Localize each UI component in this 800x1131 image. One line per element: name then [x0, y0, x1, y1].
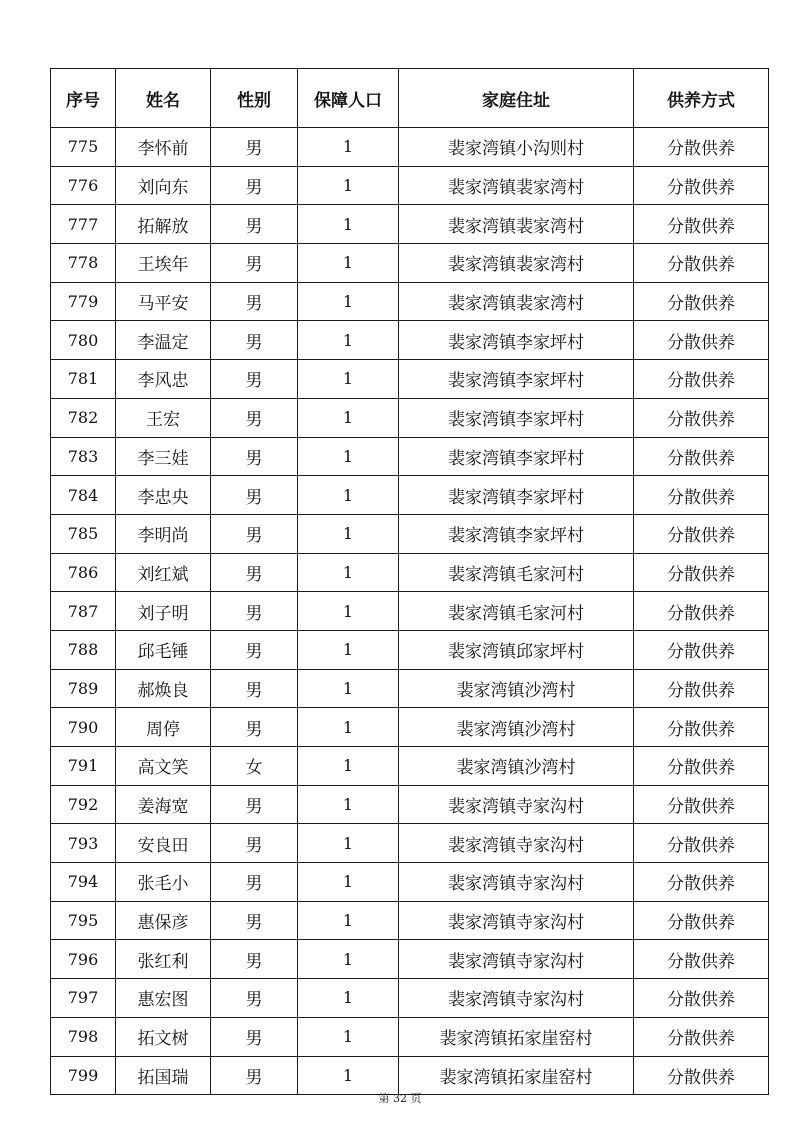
cell-gender: 男: [211, 166, 298, 205]
cell-seq: 792: [51, 785, 116, 824]
cell-gender: 男: [211, 979, 298, 1018]
cell-population: 1: [298, 863, 399, 902]
cell-address: 裴家湾镇沙湾村: [399, 669, 634, 708]
table-header: [51, 69, 769, 128]
table-row: [51, 747, 769, 786]
cell-gender: 男: [211, 398, 298, 437]
cell-population: 1: [298, 244, 399, 283]
header-address: 家庭住址: [399, 69, 634, 128]
cell-support: 分散供养: [634, 244, 769, 283]
table-row: [51, 901, 769, 940]
cell-seq: 791: [51, 747, 116, 786]
cell-address: 裴家湾镇拓家崖窑村: [399, 1056, 634, 1095]
cell-name: 刘向东: [116, 166, 211, 205]
cell-population: 1: [298, 592, 399, 631]
cell-seq: 783: [51, 437, 116, 476]
cell-name: 邱毛锤: [116, 630, 211, 669]
cell-population: 1: [298, 901, 399, 940]
cell-gender: 女: [211, 747, 298, 786]
cell-population: 1: [298, 630, 399, 669]
table-row: [51, 708, 769, 747]
cell-address: 裴家湾镇毛家河村: [399, 553, 634, 592]
table-row: [51, 514, 769, 553]
cell-address: 裴家湾镇寺家沟村: [399, 979, 634, 1018]
cell-address: 裴家湾镇小沟则村: [399, 128, 634, 167]
cell-address: 裴家湾镇寺家沟村: [399, 863, 634, 902]
cell-address: 裴家湾镇李家坪村: [399, 437, 634, 476]
cell-address: 裴家湾镇寺家沟村: [399, 901, 634, 940]
table-row: [51, 785, 769, 824]
cell-seq: 796: [51, 940, 116, 979]
table-row: [51, 979, 769, 1018]
cell-population: 1: [298, 747, 399, 786]
cell-gender: 男: [211, 437, 298, 476]
cell-gender: 男: [211, 321, 298, 360]
cell-seq: 781: [51, 360, 116, 399]
cell-support: 分散供养: [634, 476, 769, 515]
cell-support: 分散供养: [634, 553, 769, 592]
cell-population: 1: [298, 553, 399, 592]
cell-gender: 男: [211, 553, 298, 592]
cell-gender: 男: [211, 205, 298, 244]
cell-gender: 男: [211, 901, 298, 940]
cell-gender: 男: [211, 592, 298, 631]
cell-address: 裴家湾镇李家坪村: [399, 476, 634, 515]
page-number: 第 32 页: [378, 1092, 422, 1105]
cell-seq: 786: [51, 553, 116, 592]
table-body: [51, 128, 769, 1095]
cell-support: 分散供养: [634, 708, 769, 747]
cell-population: 1: [298, 398, 399, 437]
table-row: [51, 360, 769, 399]
table-row: [51, 476, 769, 515]
cell-seq: 778: [51, 244, 116, 283]
cell-gender: 男: [211, 824, 298, 863]
cell-gender: 男: [211, 785, 298, 824]
cell-name: 李忠央: [116, 476, 211, 515]
cell-address: 裴家湾镇邱家坪村: [399, 630, 634, 669]
cell-population: 1: [298, 1056, 399, 1095]
header-seq: 序号: [51, 69, 116, 128]
cell-gender: 男: [211, 128, 298, 167]
recipient-table: [50, 68, 769, 1095]
table-row: [51, 1056, 769, 1095]
table-row: [51, 553, 769, 592]
cell-address: 裴家湾镇裴家湾村: [399, 244, 634, 283]
cell-seq: 790: [51, 708, 116, 747]
cell-seq: 797: [51, 979, 116, 1018]
cell-population: 1: [298, 708, 399, 747]
cell-address: 裴家湾镇李家坪村: [399, 360, 634, 399]
cell-seq: 780: [51, 321, 116, 360]
table-row: [51, 398, 769, 437]
cell-name: 惠宏图: [116, 979, 211, 1018]
cell-support: 分散供养: [634, 360, 769, 399]
header-name: 姓名: [116, 69, 211, 128]
cell-name: 李怀前: [116, 128, 211, 167]
cell-gender: 男: [211, 514, 298, 553]
cell-gender: 男: [211, 708, 298, 747]
table-row: [51, 282, 769, 321]
cell-name: 周停: [116, 708, 211, 747]
cell-support: 分散供养: [634, 1017, 769, 1056]
cell-population: 1: [298, 437, 399, 476]
table-row: [51, 166, 769, 205]
cell-population: 1: [298, 282, 399, 321]
cell-name: 王宏: [116, 398, 211, 437]
cell-seq: 785: [51, 514, 116, 553]
cell-name: 刘红斌: [116, 553, 211, 592]
cell-population: 1: [298, 514, 399, 553]
cell-name: 李温定: [116, 321, 211, 360]
cell-support: 分散供养: [634, 940, 769, 979]
cell-support: 分散供养: [634, 747, 769, 786]
cell-name: 姜海宽: [116, 785, 211, 824]
cell-population: 1: [298, 205, 399, 244]
header-support: 供养方式: [634, 69, 769, 128]
cell-gender: 男: [211, 669, 298, 708]
table-row: [51, 244, 769, 283]
cell-address: 裴家湾镇裴家湾村: [399, 282, 634, 321]
cell-support: 分散供养: [634, 282, 769, 321]
cell-seq: 777: [51, 205, 116, 244]
cell-name: 拓文树: [116, 1017, 211, 1056]
cell-support: 分散供养: [634, 166, 769, 205]
cell-name: 拓国瑞: [116, 1056, 211, 1095]
cell-support: 分散供养: [634, 630, 769, 669]
cell-gender: 男: [211, 1017, 298, 1056]
cell-name: 李明尚: [116, 514, 211, 553]
cell-support: 分散供养: [634, 321, 769, 360]
cell-population: 1: [298, 166, 399, 205]
cell-name: 李风忠: [116, 360, 211, 399]
cell-address: 裴家湾镇寺家沟村: [399, 940, 634, 979]
cell-name: 刘子明: [116, 592, 211, 631]
table-row: [51, 630, 769, 669]
cell-seq: 788: [51, 630, 116, 669]
cell-seq: 794: [51, 863, 116, 902]
cell-population: 1: [298, 360, 399, 399]
cell-support: 分散供养: [634, 979, 769, 1018]
cell-name: 马平安: [116, 282, 211, 321]
cell-population: 1: [298, 979, 399, 1018]
cell-seq: 779: [51, 282, 116, 321]
cell-name: 李三娃: [116, 437, 211, 476]
table-row: [51, 321, 769, 360]
cell-address: 裴家湾镇裴家湾村: [399, 166, 634, 205]
cell-seq: 776: [51, 166, 116, 205]
cell-population: 1: [298, 321, 399, 360]
cell-population: 1: [298, 1017, 399, 1056]
cell-name: 张毛小: [116, 863, 211, 902]
cell-support: 分散供养: [634, 901, 769, 940]
cell-address: 裴家湾镇沙湾村: [399, 708, 634, 747]
cell-support: 分散供养: [634, 398, 769, 437]
table-row: [51, 128, 769, 167]
cell-address: 裴家湾镇裴家湾村: [399, 205, 634, 244]
cell-address: 裴家湾镇毛家河村: [399, 592, 634, 631]
cell-name: 惠保彦: [116, 901, 211, 940]
cell-population: 1: [298, 128, 399, 167]
table-row: [51, 863, 769, 902]
cell-population: 1: [298, 785, 399, 824]
cell-gender: 男: [211, 244, 298, 283]
cell-address: 裴家湾镇寺家沟村: [399, 824, 634, 863]
table-row: [51, 205, 769, 244]
cell-address: 裴家湾镇沙湾村: [399, 747, 634, 786]
cell-seq: 795: [51, 901, 116, 940]
cell-name: 王埃年: [116, 244, 211, 283]
cell-gender: 男: [211, 863, 298, 902]
header-row: [51, 69, 769, 128]
cell-seq: 799: [51, 1056, 116, 1095]
cell-support: 分散供养: [634, 592, 769, 631]
cell-support: 分散供养: [634, 437, 769, 476]
cell-seq: 793: [51, 824, 116, 863]
cell-address: 裴家湾镇李家坪村: [399, 321, 634, 360]
cell-name: 安良田: [116, 824, 211, 863]
cell-support: 分散供养: [634, 205, 769, 244]
cell-population: 1: [298, 476, 399, 515]
cell-population: 1: [298, 669, 399, 708]
cell-name: 拓解放: [116, 205, 211, 244]
cell-population: 1: [298, 824, 399, 863]
table-row: [51, 669, 769, 708]
header-population: 保障人口: [298, 69, 399, 128]
cell-address: 裴家湾镇李家坪村: [399, 398, 634, 437]
cell-seq: 784: [51, 476, 116, 515]
cell-support: 分散供养: [634, 1056, 769, 1095]
header-gender: 性别: [211, 69, 298, 128]
table-row: [51, 437, 769, 476]
cell-support: 分散供养: [634, 128, 769, 167]
table-row: [51, 1017, 769, 1056]
cell-seq: 782: [51, 398, 116, 437]
table-row: [51, 940, 769, 979]
cell-gender: 男: [211, 360, 298, 399]
cell-support: 分散供养: [634, 824, 769, 863]
cell-gender: 男: [211, 940, 298, 979]
cell-seq: 789: [51, 669, 116, 708]
cell-gender: 男: [211, 282, 298, 321]
table-row: [51, 592, 769, 631]
cell-name: 高文笑: [116, 747, 211, 786]
table-row: [51, 824, 769, 863]
cell-address: 裴家湾镇拓家崖窑村: [399, 1017, 634, 1056]
cell-population: 1: [298, 940, 399, 979]
cell-support: 分散供养: [634, 514, 769, 553]
cell-name: 郝焕良: [116, 669, 211, 708]
cell-address: 裴家湾镇寺家沟村: [399, 785, 634, 824]
cell-seq: 798: [51, 1017, 116, 1056]
cell-support: 分散供养: [634, 785, 769, 824]
cell-support: 分散供养: [634, 669, 769, 708]
cell-gender: 男: [211, 476, 298, 515]
cell-gender: 男: [211, 630, 298, 669]
cell-seq: 775: [51, 128, 116, 167]
cell-support: 分散供养: [634, 863, 769, 902]
cell-address: 裴家湾镇李家坪村: [399, 514, 634, 553]
cell-gender: 男: [211, 1056, 298, 1095]
cell-seq: 787: [51, 592, 116, 631]
cell-name: 张红利: [116, 940, 211, 979]
